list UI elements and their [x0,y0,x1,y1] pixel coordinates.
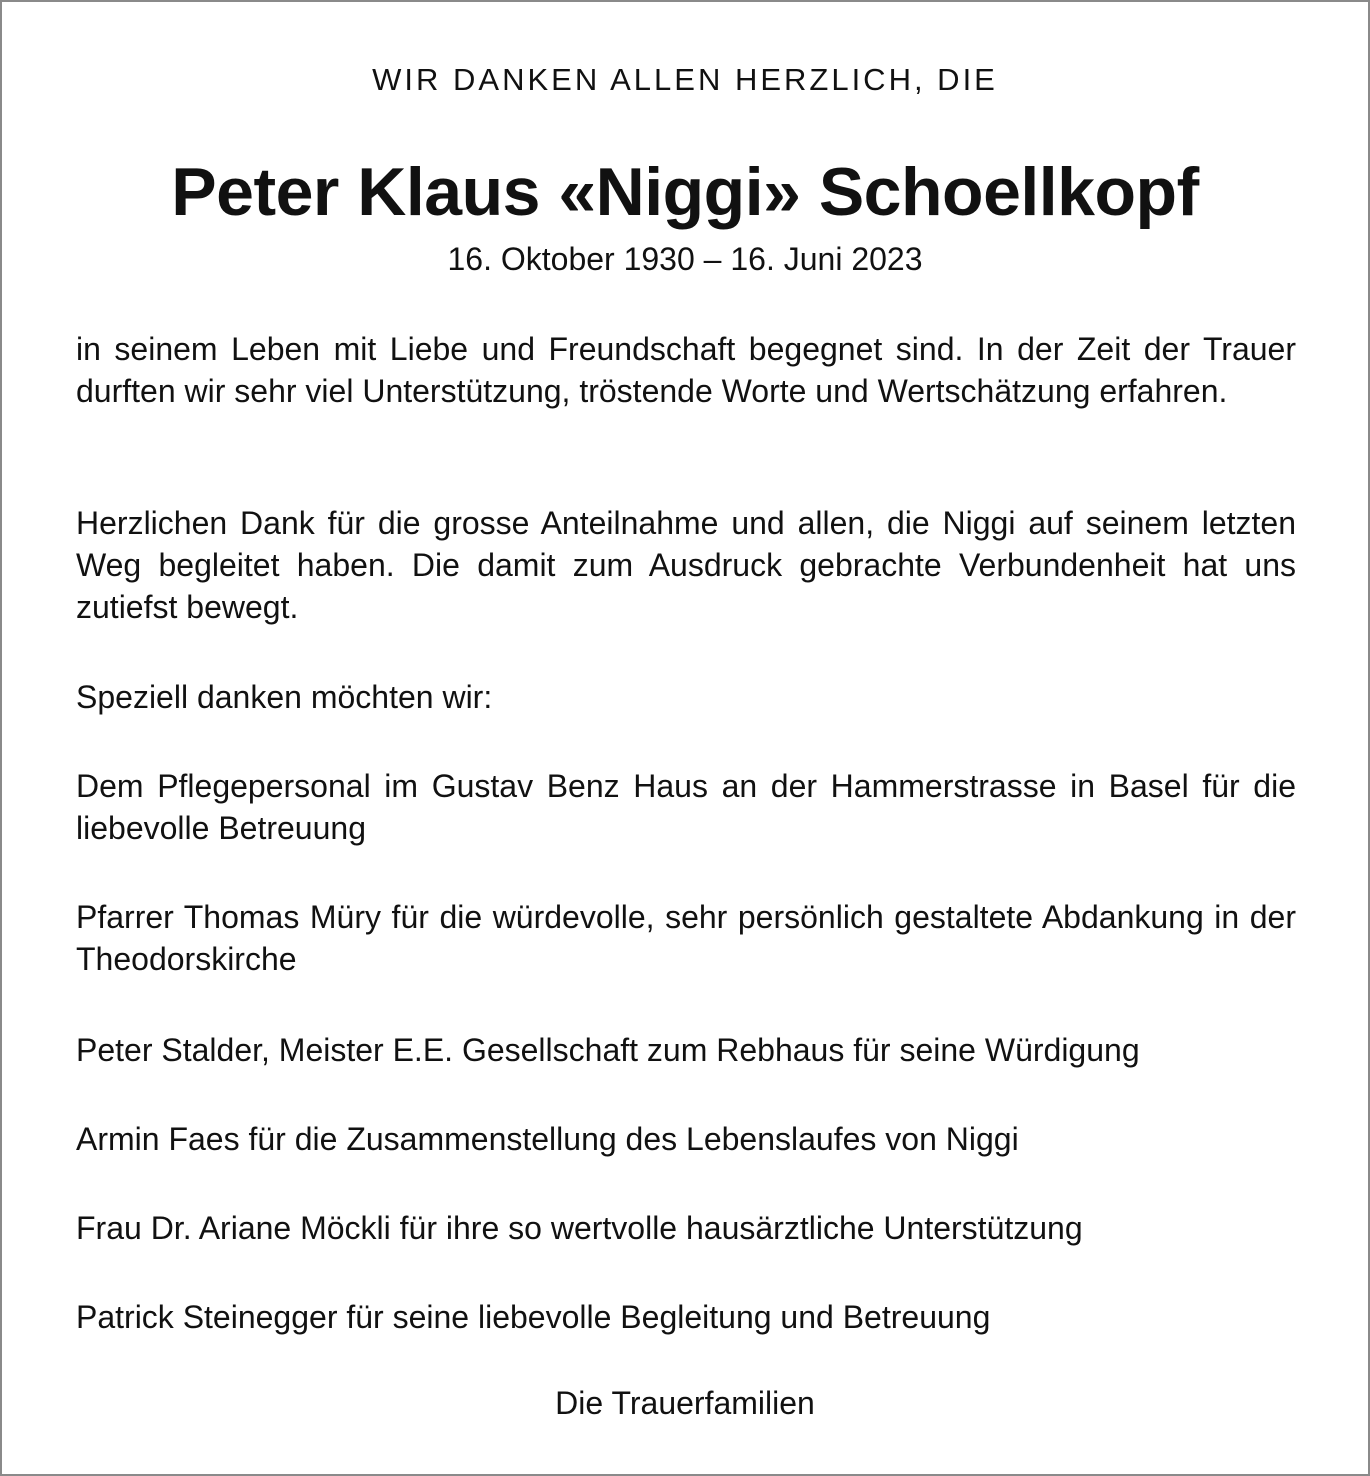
thanks-item-guild-master: Peter Stalder, Meister E.E. Gesellschaft zum Rebhaus für seine Würdigung [76,1032,1140,1068]
paragraph-special-thanks: Speziell danken möchten wir: [76,679,493,715]
notice-header: WIR DANKEN ALLEN HERZLICH, DIE [372,62,998,97]
thanks-item-companion: Patrick Steinegger für seine liebevolle Begleitung und Betreuung [76,1299,991,1335]
paragraph-thanks: Herzlichen Dank für die grosse Anteilnahme und allen, die Niggi auf seinem letzten Weg begleitet haben. Die damit zum Ausdruck gebrachte Verbundenheit hat uns zutiefst bewegt. [76,505,1296,625]
thanks-item-pastor: Pfarrer Thomas Müry für die würdevolle, sehr persönlich gestaltete Abdankung in der Theodorskirche [76,899,1296,977]
thanks-item-biography: Armin Faes für die Zusammenstellung des Lebenslaufes von Niggi [76,1121,1019,1157]
deceased-name: Peter Klaus «Niggi» Schoellkopf [171,154,1199,230]
thanks-item-doctor: Frau Dr. Ariane Möckli für ihre so wertvolle hausärztliche Unterstützung [76,1210,1083,1246]
thanks-item-care-staff: Dem Pflegepersonal im Gustav Benz Haus an der Hammerstrasse in Basel für die liebevolle Betreuung [76,768,1296,846]
paragraph-intro: in seinem Leben mit Liebe und Freundschaft begegnet sind. In der Zeit der Trauer durften wir sehr viel Unterstützung, tröstende Worte und Wertschätzung erfahren. [76,331,1296,409]
life-dates: 16. Oktober 1930 – 16. Juni 2023 [447,241,923,277]
closing-signature: Die Trauerfamilien [555,1385,815,1421]
